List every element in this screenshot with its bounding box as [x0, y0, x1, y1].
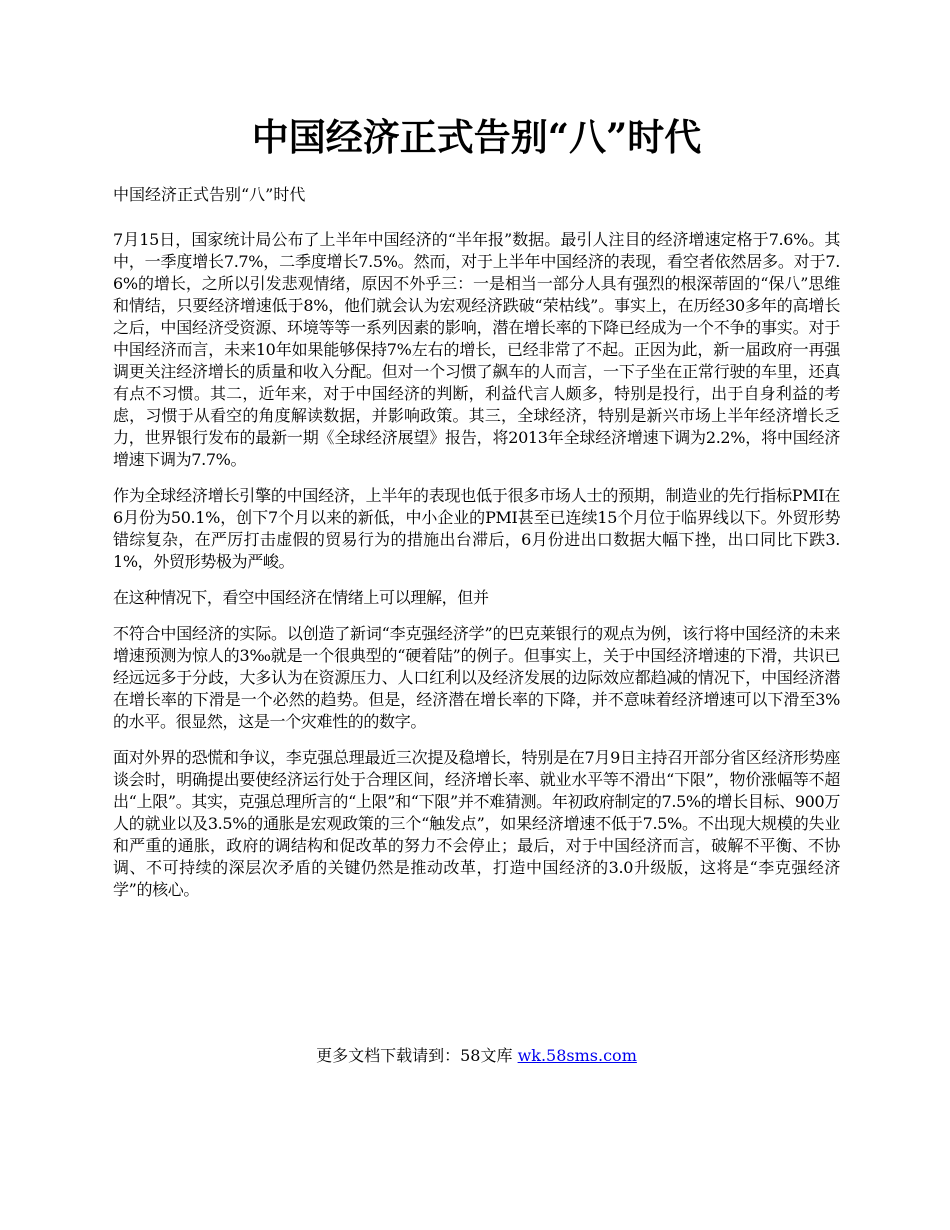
paragraph-2: 作为全球经济增长引擎的中国经济，上半年的表现也低于很多市场人士的预期，制造业的先行指标PMI在6月份为50.1%，创下7个月以来的新低，中小企业的PMI甚至已连续15个月位于临界线以下。外贸形势错综复杂，在严厉打击虚假的贸易行为的措施出台滞后，6月份进出口数据大幅下挫，出口同比下跌3.1%，外贸形势极为严峻。	[113, 486, 840, 571]
paragraph-4: 不符合中国经济的实际。以创造了新词“李克强经济学”的巴克莱银行的观点为例，该行将中国经济的未来增速预测为惊人的3‰就是一个很典型的“硬着陆”的例子。但事实上，关于中国经济增速的下滑，共识已经远远多于分歧，大多认为在资源压力、人口红利以及经济发展的边际效应都趋减的情况下，中国经济潜在增长率的下滑是一个必然的趋势。但是，经济潜在增长率的下降，并不意味着经济增速可以下滑至3%的水平。很显然，这是一个灾难性的的数字。	[113, 624, 840, 731]
paragraph-1: 7月15日，国家统计局公布了上半年中国经济的“半年报”数据。最引人注目的经济增速定格于7.6%。其中，一季度增长7.7%，二季度增长7.5%。然而，对于上半年中国经济的表现，看空者依然居多。对于7.6%的增长，之所以引发悲观情绪，原因不外乎三：一是相当一部分人具有强烈的根深蒂固的“保八”思维和情结，只要经济增速低于8%，他们就会认为宏观经济跌破“荣枯线”。事实上，在历经30多年的高增长之后，中国经济受资源、环境等等一系列因素的影响，潜在增长率的下降已经成为一个不争的事实。对于中国经济而言，未来10年如果能够保持7%左右的增长，已经非常了不起。正因为此，新一届政府一再强调更关注经济增长的质量和收入分配。但对一个习惯了飙车的人而言，一下子坐在正常行驶的车里，还真有点不习惯。其二，近年来，对于中国经济的判断，利益代言人颇多，特别是投行，出于自身利益的考虑，习惯于从看空的角度解读数据，并影响政策。其三，全球经济，特别是新兴市场上半年经济增长乏力，世界银行发布的最新一期《全球经济展望》报告，将2013年全球经济增速下调为2.2%，将中国经济增速下调为7.7%。	[113, 230, 840, 469]
document-body	[113, 229, 840, 915]
document-subtitle: 中国经济正式告别“八”时代	[113, 185, 306, 204]
footer-link[interactable]: wk.58sms.com	[517, 1046, 637, 1065]
download-footer	[113, 1045, 840, 1067]
document-title: 中国经济正式告别“八”时代	[251, 115, 702, 159]
paragraph-5: 面对外界的恐慌和争议，李克强总理最近三次提及稳增长，特别是在7月9日主持召开部分省区经济形势座谈会时，明确提出要使经济运行处于合理区间，经济增长率、就业水平等不滑出“下限”，物价涨幅等不超出“上限”。其实，克强总理所言的“上限”和“下限”并不难猜测。年初政府制定的7.5%的增长目标、900万人的就业以及3.5%的通胀是宏观政策的三个“触发点”，如果经济增速不低于7.5%。不出现大规模的失业和严重的通胀，政府的调结构和促改革的努力不会停止；最后，对于中国经济而言，破解不平衡、不协调、不可持续的深层次矛盾的关键仍然是推动改革，打造中国经济的3.0升级版，这将是“李克强经济学”的核心。	[113, 748, 840, 899]
paragraph-3: 在这种情况下，看空中国经济在情绪上可以理解，但并	[113, 588, 489, 607]
footer-text: 更多文档下载请到：58文库	[316, 1046, 518, 1065]
